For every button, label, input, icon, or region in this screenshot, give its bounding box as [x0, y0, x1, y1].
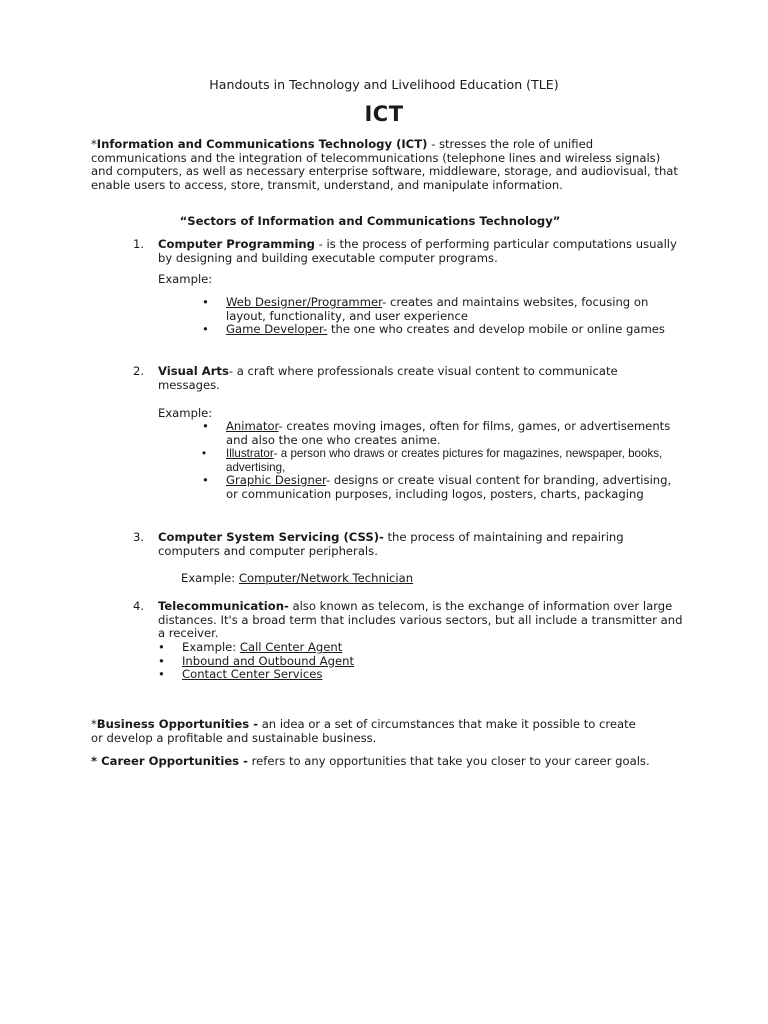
bullet-icon: • [158, 653, 165, 668]
sector-3 [133, 531, 683, 558]
list-item [202, 296, 682, 323]
example-term: Graphic Designer [226, 473, 327, 487]
ict-term: Information and Communications Technology (ICT) [96, 137, 428, 151]
sector-4 [133, 600, 683, 641]
example-text: - designs or create visual content for branding, advertising, or communication purposes, including logos, posters, charts, packaging [226, 473, 672, 501]
example-label: Example: [158, 272, 213, 286]
sector-text: - is the process of performing particular computations usually by designing and building executable computer programs. [158, 237, 677, 265]
career-text: refers to any opportunities that take you closer to your career goals. [247, 754, 650, 768]
example-term: Inbound and Outbound Agent [182, 653, 354, 668]
page-header: Handouts in Technology and Livelihood Education (TLE) [209, 77, 559, 92]
list-item [158, 655, 628, 669]
sector-3-example [181, 572, 413, 586]
sector-number: 3. [133, 530, 145, 544]
career-prefix: * [91, 754, 102, 768]
ict-text: - stresses the role of unified communications and the integration of telecommunications (telephone lines and wireless signals) and computers, as well as necessary enterprise software, middleware, storage, and audiovisual, that enable users to access, store, transmit, understand, and manipulate information. [91, 137, 678, 192]
list-item [202, 323, 682, 337]
sector-1 [133, 238, 683, 265]
example-term: Call Center Agent [239, 640, 343, 654]
sector-2-examples [202, 420, 672, 501]
sector-number: 2. [133, 364, 145, 378]
example-label: Example: [158, 406, 213, 420]
sector-text: - a craft where professionals create visual content to communicate messages. [158, 364, 618, 392]
ict-definition [91, 138, 681, 192]
example-text: - creates and maintains websites, focusing on layout, functionality, and user experience [226, 295, 649, 323]
ict-prefix: * [91, 137, 97, 151]
sector-term: Telecommunication- [158, 599, 289, 613]
example-term: Contact Center Services [182, 667, 323, 681]
business-prefix: * [91, 717, 97, 731]
bullet-icon: • [202, 473, 209, 487]
sector-2 [133, 365, 683, 392]
example-term: Web Designer/Programmer [226, 295, 383, 309]
page-title: ICT [364, 102, 404, 126]
bullet-icon: • [202, 447, 207, 460]
sector-text: also known as telecom, is the exchange of information over large distances. It's a broad term that includes various sectors, but all include a transmitter and a receiver. [158, 599, 683, 640]
sectors-heading: “Sectors of Information and Communications Technology” [179, 214, 561, 228]
example-term: Computer/Network Technician [238, 571, 414, 585]
list-item [158, 668, 628, 682]
career-term: Career Opportunities - [101, 754, 248, 768]
example-label: Example: [181, 571, 239, 585]
example-term: Animator [226, 419, 279, 433]
example-prefix: Example: [182, 640, 240, 654]
example-term: Illustrator [226, 447, 274, 460]
sector-term: Visual Arts [158, 364, 229, 378]
sector-text: the process of maintaining and repairing computers and computer peripherals. [158, 530, 624, 558]
business-text: an idea or a set of circumstances that make it possible to create or develop a profitable and sustainable business. [91, 717, 636, 745]
bullet-icon: • [202, 322, 209, 336]
sector-term: Computer System Servicing (CSS)- [158, 530, 384, 544]
sector-number: 1. [133, 237, 145, 251]
list-item [202, 474, 672, 501]
list-item [158, 641, 628, 655]
bullet-icon: • [158, 667, 165, 681]
business-opportunities [91, 718, 651, 745]
example-text: - a person who draws or creates pictures for magazines, newspaper, books, advertising, [226, 447, 663, 474]
business-term: Business Opportunities - [96, 717, 259, 731]
bullet-icon: • [158, 640, 165, 654]
sector-number: 4. [133, 599, 145, 613]
bullet-icon: • [202, 419, 209, 433]
example-text: the one who creates and develop mobile or online games [327, 322, 665, 336]
list-item [202, 447, 672, 474]
example-term: Game Developer- [226, 322, 328, 336]
sector-term: Computer Programming [158, 237, 315, 251]
example-text: - creates moving images, often for films, games, or advertisements and also the one who creates anime. [226, 419, 671, 447]
bullet-icon: • [202, 295, 209, 309]
career-opportunities [91, 755, 666, 769]
sector-1-examples [202, 296, 682, 337]
list-item [202, 420, 672, 447]
sector-4-examples [158, 641, 628, 682]
